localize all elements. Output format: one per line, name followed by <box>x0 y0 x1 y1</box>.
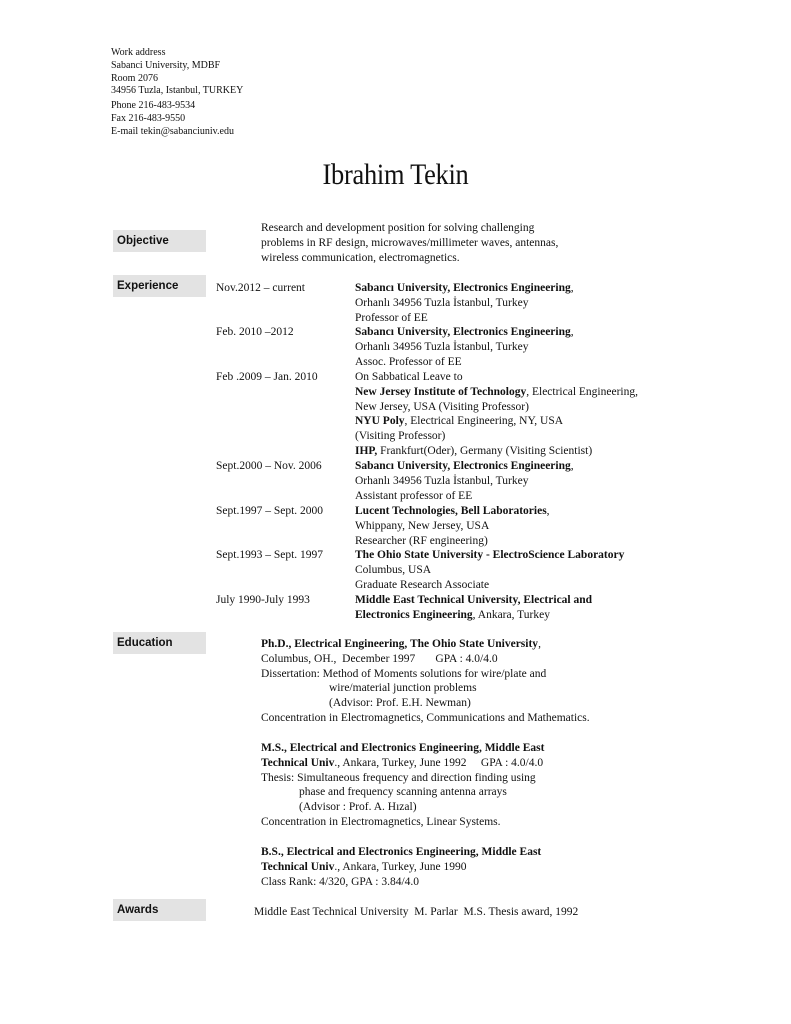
experience-line: , Electrical Engineering, <box>526 385 638 398</box>
experience-date: Nov.2012 – current <box>216 282 305 294</box>
experience-line: , Ankara, Turkey <box>472 608 550 621</box>
contact-line: Work address <box>111 47 166 58</box>
experience-date: Feb. 2010 –2012 <box>216 326 294 338</box>
experience-line: Graduate Research Associate <box>355 578 490 591</box>
experience-date: Sept.1997 – Sept. 2000 <box>216 505 324 517</box>
contact-email: E-mail tekin@sabanciuniv.edu <box>111 125 234 137</box>
education-bs <box>261 845 541 889</box>
experience-line: Researcher (RF engineering) <box>355 534 488 547</box>
experience-entry <box>355 593 592 623</box>
contact-line: Sabanci University, MDBF <box>111 59 221 71</box>
education-line: (Advisor: Prof. E.H. Newman) <box>329 697 471 710</box>
objective-text <box>261 221 558 265</box>
contact-line: Room 2076 <box>111 72 158 84</box>
experience-entry <box>355 325 574 369</box>
contact-block <box>111 47 243 139</box>
degree-title: Technical Univ <box>261 756 335 769</box>
education-line: ., Ankara, Turkey, June 1990 <box>334 860 467 873</box>
punct: , <box>570 326 574 338</box>
education-line: Thesis: Simultaneous frequency and direction finding using <box>261 771 536 784</box>
punct: , <box>538 638 541 650</box>
education-line: Concentration in Electromagnetics, Linear Systems. <box>261 815 501 828</box>
experience-org: Electronics Engineering <box>355 608 473 621</box>
experience-line: , Electrical Engineering, NY, USA <box>404 415 564 428</box>
punct: , <box>570 460 574 472</box>
experience-line: On Sabbatical Leave to <box>355 371 463 383</box>
education-line: phase and frequency scanning antenna arrays <box>299 786 507 799</box>
education-line: Concentration in Electromagnetics, Communications and Mathematics. <box>261 711 590 724</box>
experience-line: Orhanlı 34956 Tuzla İstanbul, Turkey <box>355 474 529 487</box>
experience-line: Orhanlı 34956 Tuzla İstanbul, Turkey <box>355 296 529 309</box>
degree-title: Ph.D., Electrical Engineering, The Ohio State University <box>261 638 539 650</box>
experience-org: New Jersey Institute of Technology <box>355 385 527 398</box>
experience-line: New Jersey, USA (Visiting Professor) <box>355 400 529 413</box>
experience-org: Middle East Technical University, Electrical and <box>355 594 593 606</box>
experience-date: Sept.1993 – Sept. 1997 <box>216 549 324 561</box>
experience-org: Lucent Technologies, Bell Laboratories <box>355 505 547 517</box>
experience-line: Professor of EE <box>355 311 428 324</box>
experience-entry <box>355 548 624 592</box>
objective-line: wireless communication, electromagnetics. <box>261 251 460 264</box>
objective-line: problems in RF design, microwaves/millimeter waves, antennas, <box>261 236 559 249</box>
section-awards: Awards <box>113 899 206 921</box>
contact-line: 34956 Tuzla, Istanbul, TURKEY <box>111 85 244 97</box>
experience-line: Columbus, USA <box>355 563 432 576</box>
experience-line: Assoc. Professor of EE <box>355 355 462 368</box>
experience-line: Whippany, New Jersey, USA <box>355 519 490 532</box>
education-line: Class Rank: 4/320, GPA : 3.84/4.0 <box>261 875 420 888</box>
section-education: Education <box>113 632 206 654</box>
education-line: (Advisor : Prof. A. Hızal) <box>299 801 417 814</box>
experience-line: Frankfurt(Oder), Germany (Visiting Scientist) <box>377 444 593 457</box>
education-line: wire/material junction problems <box>329 682 477 695</box>
awards-text: Middle East Technical University M. Parlar M.S. Thesis award, 1992 <box>254 906 579 918</box>
experience-entry <box>355 370 638 459</box>
education-line: Dissertation: Method of Moments solutions for wire/plate and <box>261 667 547 680</box>
experience-line: Assistant professor of EE <box>355 489 473 502</box>
section-objective: Objective <box>113 230 206 252</box>
punct: , <box>570 282 574 294</box>
education-phd <box>261 637 590 726</box>
objective-line: Research and development position for solving challenging <box>261 222 535 234</box>
experience-line: Orhanlı 34956 Tuzla İstanbul, Turkey <box>355 340 529 353</box>
contact-phone: Phone 216-483-9534 <box>111 100 196 112</box>
degree-title: B.S., Electrical and Electronics Engineering, Middle East <box>261 846 542 858</box>
experience-date: July 1990-July 1993 <box>216 594 310 606</box>
experience-date: Feb .2009 – Jan. 2010 <box>216 371 318 383</box>
experience-entry <box>355 459 574 503</box>
education-line: ., Ankara, Turkey, June 1992 GPA : 4.0/4.0 <box>334 756 544 769</box>
contact-fax: Fax 216-483-9550 <box>111 112 186 124</box>
experience-date: Sept.2000 – Nov. 2006 <box>216 460 322 472</box>
education-ms <box>261 741 544 830</box>
experience-entry <box>355 281 574 325</box>
page-title: Ibrahim Tekin <box>322 158 469 191</box>
experience-line: (Visiting Professor) <box>355 430 446 443</box>
experience-entry <box>355 504 550 548</box>
experience-org: Sabancı University, Electronics Engineering <box>355 282 571 294</box>
experience-org: NYU Poly <box>355 415 405 428</box>
degree-title: Technical Univ <box>261 860 335 873</box>
experience-org: The Ohio State University - ElectroScience Laboratory <box>355 549 625 561</box>
experience-org: Sabancı University, Electronics Engineering <box>355 460 571 472</box>
punct: , <box>546 505 550 517</box>
education-line: Columbus, OH., December 1997 GPA : 4.0/4.0 <box>261 652 498 665</box>
degree-title: M.S., Electrical and Electronics Engineering, Middle East <box>261 742 545 754</box>
experience-org: IHP, <box>355 444 378 457</box>
experience-org: Sabancı University, Electronics Engineering <box>355 326 571 338</box>
section-experience: Experience <box>113 275 206 297</box>
